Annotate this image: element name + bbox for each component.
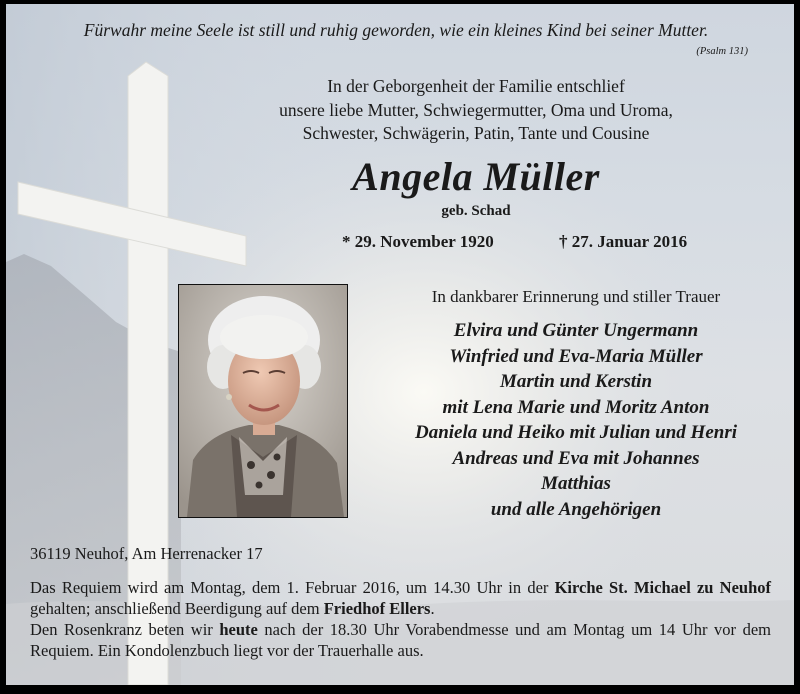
psalm-source: (Psalm 131): [696, 46, 748, 57]
maiden-name: geb. Schad: [441, 203, 511, 219]
intro-text: [236, 75, 716, 146]
mourner-line: Martin und Kerstin: [499, 371, 653, 392]
church-name: Kirche St. Michael zu Neuhof: [554, 578, 771, 597]
intro-line: In der Geborgenheit der Familie entschlief: [327, 76, 625, 96]
intro-line: unsere liebe Mutter, Schwiegermutter, Oma und Uroma,: [279, 99, 673, 120]
mourners-intro: In dankbarer Erinnerung und stiller Trauer: [431, 287, 721, 306]
requiem-text: gehalten; anschließend Beerdigung auf dem: [30, 599, 324, 618]
mourners-list: [376, 318, 776, 522]
rosary-paragraph: [30, 619, 771, 661]
requiem-text: .: [430, 599, 435, 618]
requiem-paragraph: [30, 577, 771, 619]
mourner-line: Daniela und Heiko mit Julian und Henri: [414, 422, 738, 443]
death-date: † 27. Januar 2016: [559, 232, 688, 251]
mourner-line: und alle Angehörigen: [490, 498, 662, 520]
mourner-line: Winfried und Eva-Maria Müller: [449, 345, 703, 367]
birth-date: * 29. November 1920: [342, 232, 494, 251]
requiem-text: Das Requiem wird am Montag, dem 1. Februar 2016, um 14.30 Uhr in der: [30, 578, 555, 597]
portrait-photo: [178, 284, 348, 518]
mourner-line: Elvira und Günter Ungermann: [453, 320, 699, 341]
portrait-image: [179, 285, 347, 517]
mourner-line: Andreas und Eva mit Johannes: [452, 447, 700, 469]
psalm-quote: Fürwahr meine Seele ist still und ruhig geworden, wie ein kleines Kind bei seiner Mutter.: [83, 20, 709, 40]
rosary-text: Den Rosenkranz beten wir: [30, 620, 220, 639]
mourner-line: mit Lena Marie und Moritz Anton: [442, 396, 710, 418]
intro-line: Schwester, Schwägerin, Patin, Tante und Cousine: [302, 123, 650, 143]
rosary-text: nach der 18.30 Uhr Vorabendmesse und am Montag um 14 Uhr vor dem Requiem. Ein Kondolenzbuch liegt vor der Trauerhalle aus.: [30, 620, 771, 660]
cemetery-name: Friedhof Ellers: [323, 599, 431, 618]
deceased-name: Angela Müller: [352, 154, 600, 199]
obituary-notice: [6, 4, 794, 685]
service-notice: [30, 577, 771, 661]
mourner-line: Matthias: [541, 473, 611, 494]
rosary-day: heute: [219, 620, 258, 639]
family-address: 36119 Neuhof, Am Herrenacker 17: [30, 544, 263, 563]
